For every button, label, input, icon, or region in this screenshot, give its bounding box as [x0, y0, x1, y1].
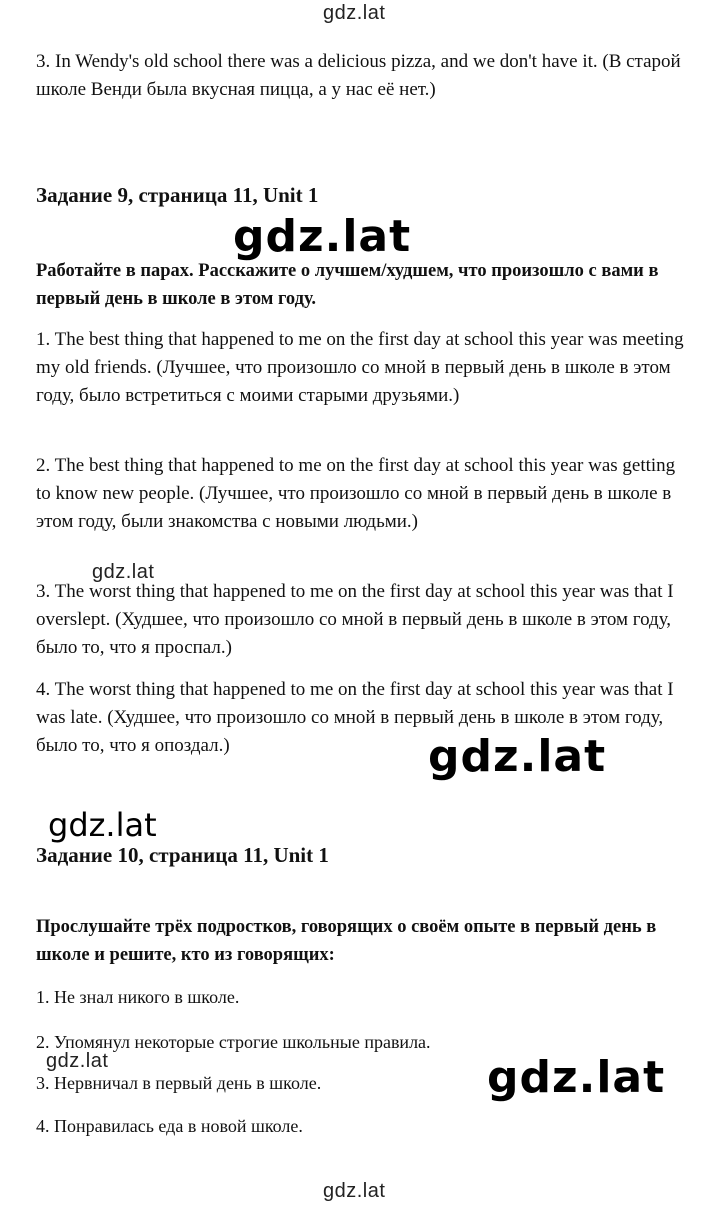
task9-answer-1: 1. The best thing that happened to me on the first day at school this year was meeting my old friends. (Лучшее, что произошло со мной в первый день в школе в этом году, было встретиться с моими старыми друзьями.) [36, 329, 684, 406]
watermark-big-3: gdz.lat [487, 1052, 666, 1103]
watermark-top: gdz.lat [323, 2, 386, 24]
watermark-big-1: gdz.lat [233, 211, 412, 262]
task9-title: Задание 9, страница 11, Unit 1 [36, 183, 319, 207]
watermark-big-2: gdz.lat [428, 731, 607, 782]
watermark-bottom: gdz.lat [323, 1180, 386, 1202]
watermark-small-1: gdz.lat [92, 561, 155, 583]
task9-answer-3: 3. The worst thing that happened to me on the first day at school this year was that I overslept. (Худшее, что произошло со мной в первый день в школе в этом году, было то, что я проспал.) [36, 581, 674, 658]
task9-answer-2: 2. The best thing that happened to me on the first day at school this year was getting to know new people. (Лучшее, что произошло со мной в первый день в школе в этом году, были знакомства с новыми людьми.) [36, 455, 676, 532]
task10-title: Задание 10, страница 11, Unit 1 [36, 843, 329, 867]
task10-item-3: 3. Нервничал в первый день в школе. [36, 1073, 322, 1093]
task10-item-1: 1. Не знал никого в школе. [36, 987, 240, 1007]
task10-instruction: Прослушайте трёх подростков, говорящих о своём опыте в первый день в школе и решите, кто из говорящих: [36, 917, 657, 965]
intro-paragraph: 3. In Wendy's old school there was a delicious pizza, and we don't have it. (В старой школе Венди была вкусная пицца, а у нас её нет.) [36, 51, 681, 100]
watermark-mid: gdz.lat [48, 806, 157, 844]
task9-answer-4: 4. The worst thing that happened to me on the first day at school this year was that I was late. (Худшее, что произошло со мной в первый день в школе в этом году, было то, что я опоздал.) [36, 679, 674, 756]
task10-item-4: 4. Понравилась еда в новой школе. [36, 1116, 303, 1136]
watermark-small-2: gdz.lat [46, 1050, 109, 1072]
task9-instruction: Работайте в парах. Расскажите о лучшем/худшем, что произошло с вами в первый день в школе в этом году. [36, 261, 659, 309]
task10-item-2: 2. Упомянул некоторые строгие школьные правила. [36, 1032, 431, 1052]
